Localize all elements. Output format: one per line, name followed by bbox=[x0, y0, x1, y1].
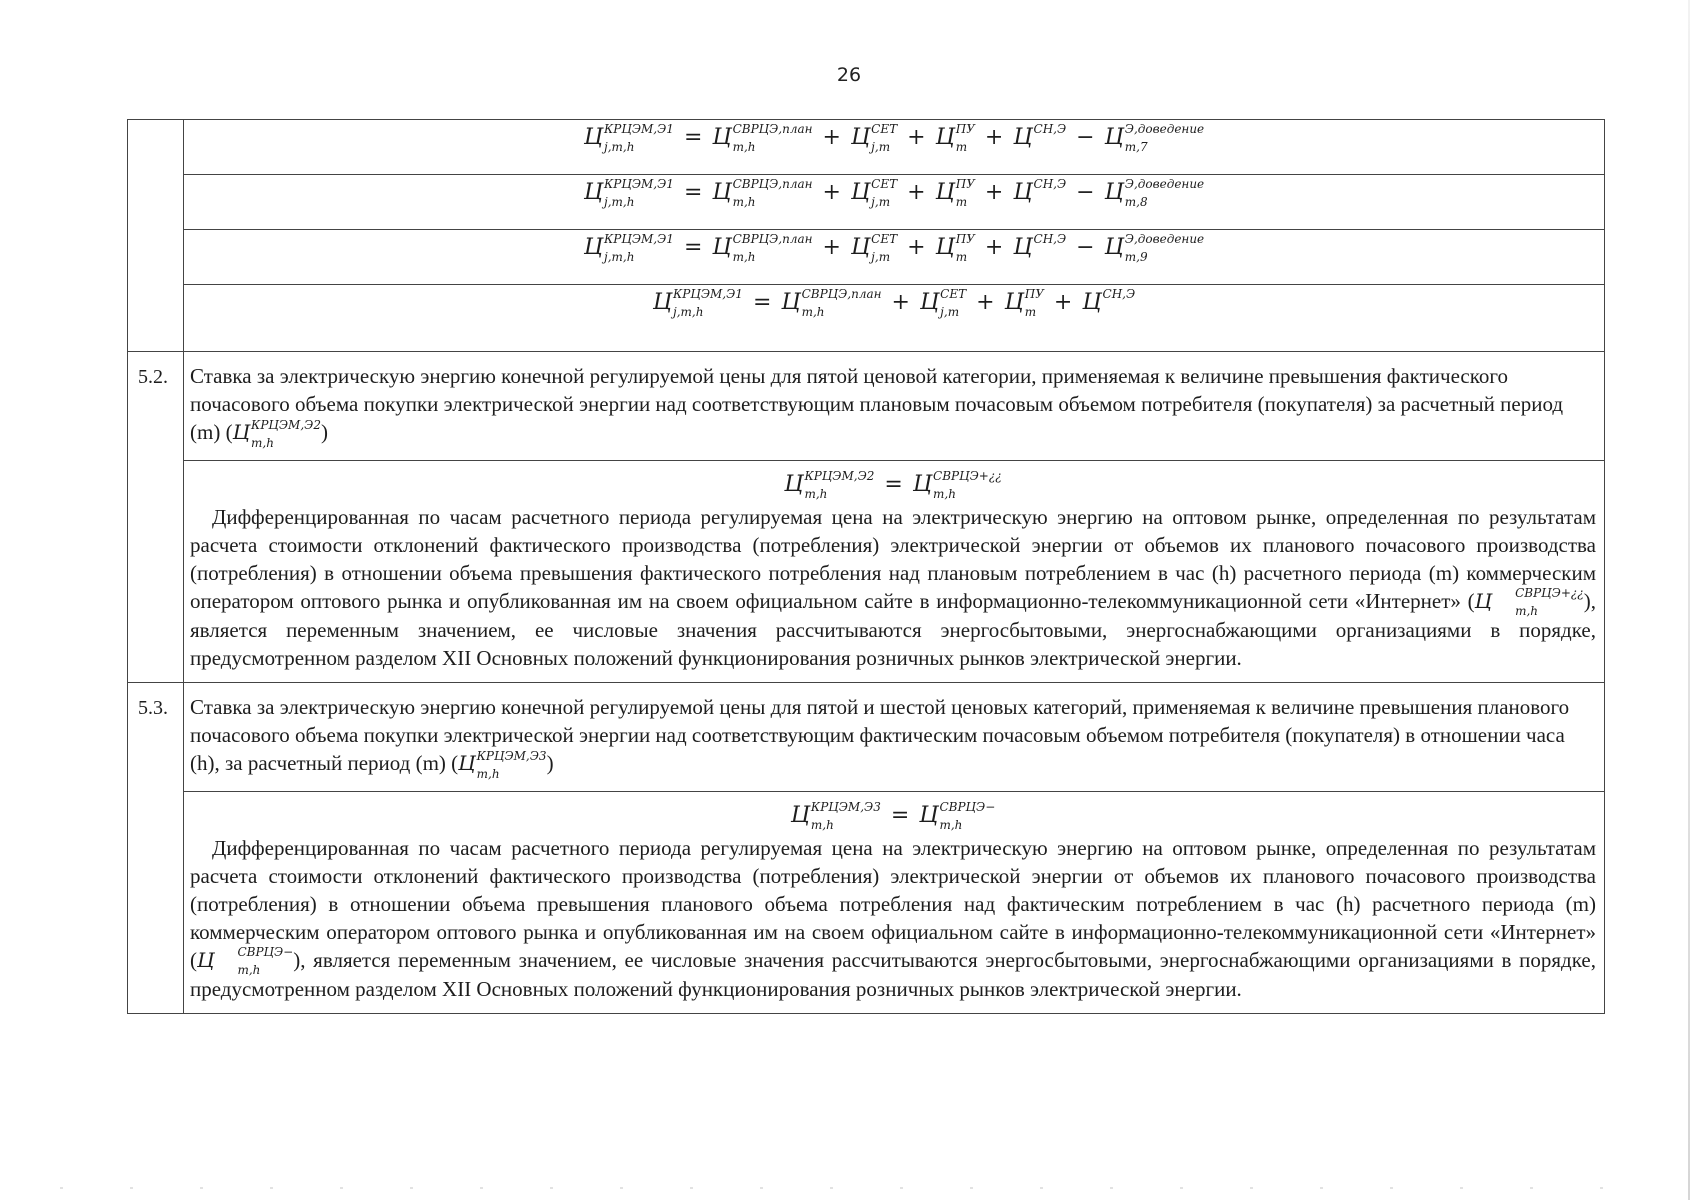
formula: Ц КРЦЭМ,Э1 j,m,h = Ц СВРЦЭ,план m,h + Ц СЕТ j,m + Ц ПУ m + Ц СН,Э bbox=[652, 287, 1136, 319]
heading-text: Ставка за электрическую энергию конечной регулируемой цены для пятой ценовой категории, применяемая к величине превышения фактического почасового объема покупки электрической энергии над соответствующим плановым почасовым объемом потребителя (покупателя) за расчетный период (m) ( bbox=[190, 364, 1564, 444]
section-number: 5.3. bbox=[128, 683, 184, 1014]
section-5-3-heading-row bbox=[128, 683, 1605, 792]
section-heading: Ставка за электрическую энергию конечной регулируемой цены для пятой и шестой ценовых категорий, применяемая к величине превышения планового почасового объема покупки электрической энергии над соответствующим фактическим почасовым объемом потребителя (покупателя) в отношении часа (h), за расчетный период (m) (Ц КРЦЭМ,Э3 m,h ) bbox=[184, 683, 1605, 792]
scan-artifact bbox=[60, 1187, 1658, 1189]
formula-row bbox=[128, 120, 1605, 175]
section-paragraph: Дифференцированная по часам расчетного периода регулируемая цена на электрическую энергию на оптовом рынке, определенная по результатам расчета стоимости отклонений фактического производства (потребления) электрической энергии от объемов их планового почасового производства (потребления) в отношении объема превышения фактического потребления над плановым потреблением в час (h) расчетного периода (m) коммерческим оператором оптового рынка и опубликованная им на своем официальном сайте в информационно-телекоммуникационной сети «Интернет» (Ц СВРЦЭ+¿¿ m,h ), является переменным значением, ее числовые значения рассчитываются энергосбытовыми, энергоснабжающими организациями в порядке, предусмотренном разделом XII Основных положений функционирования розничных рынков электрической энергии. bbox=[190, 504, 1596, 670]
scan-edge-shadow bbox=[1688, 0, 1690, 1200]
section-formula: Ц КРЦЭМ,Э2 m,h = Ц СВРЦЭ+¿¿ m,h bbox=[784, 468, 1002, 501]
formula: Ц КРЦЭМ,Э1 j,m,h = Ц СВРЦЭ,план m,h + Ц СЕТ j,m + Ц ПУ m + Ц СН,Э − Ц Э,доведение m,7 bbox=[583, 122, 1205, 154]
formula-cell bbox=[184, 285, 1605, 352]
section-heading: Ставка за электрическую энергию конечной регулируемой цены для пятой ценовой категории, применяемая к величине превышения фактического почасового объема покупки электрической энергии над соответствующим плановым почасовым объемом потребителя (покупателя) за расчетный период (m) (Ц КРЦЭМ,Э2 m,h ) bbox=[184, 352, 1605, 461]
heading-symbol: Ц КРЦЭМ,Э2 m,h bbox=[232, 417, 321, 450]
tariff-table bbox=[127, 119, 1605, 1014]
section-number: 5.2. bbox=[128, 352, 184, 683]
formula: Ц КРЦЭМ,Э1 j,m,h = Ц СВРЦЭ,план m,h + Ц СЕТ j,m + Ц ПУ m + Ц СН,Э − Ц Э,доведение m,8 bbox=[583, 177, 1205, 209]
number-cell-empty bbox=[128, 120, 184, 352]
formula-cell bbox=[184, 120, 1605, 175]
formula-row bbox=[128, 230, 1605, 285]
formula-cell bbox=[184, 175, 1605, 230]
section-body bbox=[184, 460, 1605, 683]
formula-row bbox=[128, 175, 1605, 230]
section-body bbox=[184, 791, 1605, 1014]
section-5-2-body-row bbox=[128, 460, 1605, 683]
formula: Ц КРЦЭМ,Э1 j,m,h = Ц СВРЦЭ,план m,h + Ц СЕТ j,m + Ц ПУ m + Ц СН,Э − Ц Э,доведение m,9 bbox=[583, 232, 1205, 264]
heading-symbol: Ц КРЦЭМ,Э3 m,h bbox=[458, 748, 547, 781]
formula-cell bbox=[184, 230, 1605, 285]
section-5-3-body-row bbox=[128, 791, 1605, 1014]
section-5-2-heading-row bbox=[128, 352, 1605, 461]
page-number: 26 bbox=[836, 64, 862, 86]
section-formula: Ц КРЦЭМ,Э3 m,h = Ц СВРЦЭ− m,h bbox=[790, 799, 996, 832]
formula-row bbox=[128, 285, 1605, 352]
heading-text: Ставка за электрическую энергию конечной регулируемой цены для пятой и шестой ценовых категорий, применяемая к величине превышения планового почасового объема покупки электрической энергии над соответствующим фактическим почасовым объемом потребителя (покупателя) в отношении часа (h), за расчетный период (m) ( bbox=[190, 695, 1570, 775]
section-paragraph: Дифференцированная по часам расчетного периода регулируемая цена на электрическую энергию на оптовом рынке, определенная по результатам расчета стоимости отклонений фактического производства (потребления) электрической энергии от объемов их планового почасового производства (потребления) в отношении объема превышения планового объема потребления над фактическим потреблением в час (h) расчетного периода (m) коммерческим оператором оптового рынка и опубликованная им на своем официальном сайте в информационно-телекоммуникационной сети «Интернет» (Ц СВРЦЭ− m,h ), является переменным значением, ее числовые значения рассчитываются энергосбытовыми, энергоснабжающими организациями в порядке, предусмотренном разделом XII Основных положений функционирования розничных рынков электрической энергии. bbox=[190, 835, 1596, 1001]
